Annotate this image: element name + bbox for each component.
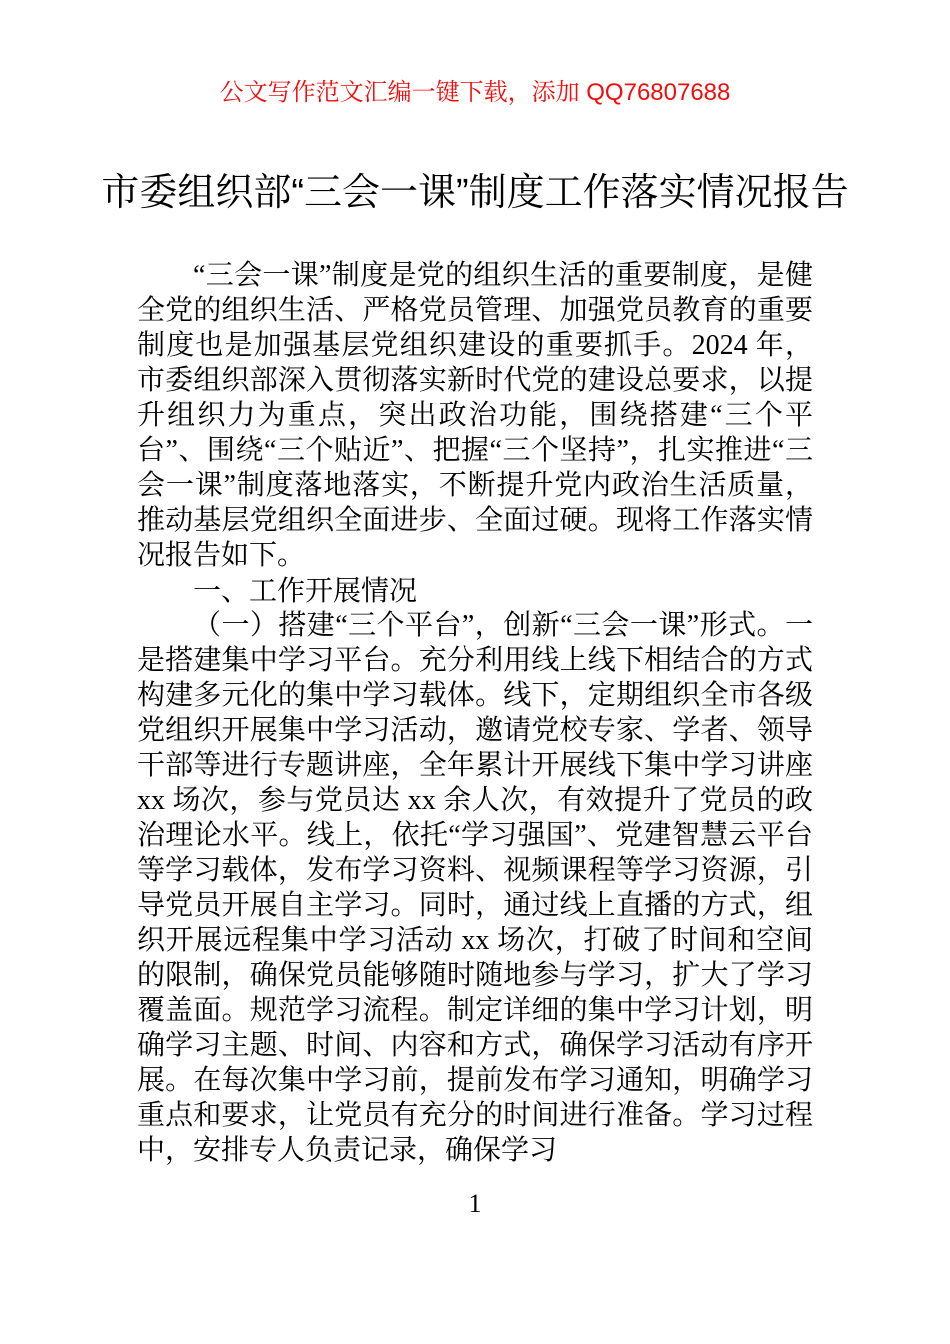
section-heading: 一、工作开展情况: [193, 575, 418, 606]
paragraph: “三会一课”制度是党的组织生活的重要制度，是健全党的组织生活、严格党员管理、加强党员教育的重要制度也是加强基层党组织建设的重要抓手。2024 年，市委组织部深入贯彻落实新时代党的建设总要求，以提升组织力为重点，突出政治功能，围绕搭建“三个平台”、围绕“三个贴近”、把握“三个坚持”，扎实推进“三会一课”制度落地落实，不断提升党内政治生活质量，推动基层党组织全面进步、全面过硬。现将工作落实情况报告如下。: [137, 260, 813, 571]
promo-notice: 公文写作范文汇编一键下载，添加 QQ76807688: [219, 79, 731, 106]
document-body: [137, 258, 813, 1168]
document-title: 市委组织部“三会一课”制度工作落实情况报告: [101, 172, 849, 214]
page-number: 1: [468, 1189, 482, 1218]
paragraph: （一）搭建“三个平台”，创新“三会一课”形式。一是搭建集中学习平台。充分利用线上线下相结合的方式构建多元化的集中学习载体。线下，定期组织全市各级党组织开展集中学习活动，邀请党校专家、学者、领导干部等进行专题讲座，全年累计开展线下集中学习讲座 xx 场次，参与党员达 xx 余人次，有效提升了党员的政治理论水平。线上，依托“学习强国”、党建智慧云平台等学习载体，发布学习资料、视频课程等学习资源，引导党员开展自主学习。同时，通过线上直播的方式，组织开展远程集中学习活动 xx 场次，打破了时间和空间的限制，确保党员能够随时随地参与学习，扩大了学习覆盖面。规范学习流程。制定详细的集中学习计划，明确学习主题、时间、内容和方式，确保学习活动有序开展。在每次集中学习前，提前发布学习通知，明确学习重点和要求，让党员有充分的时间进行准备。学习过程中，安排专人负责记录，确保学习: [137, 610, 813, 1166]
